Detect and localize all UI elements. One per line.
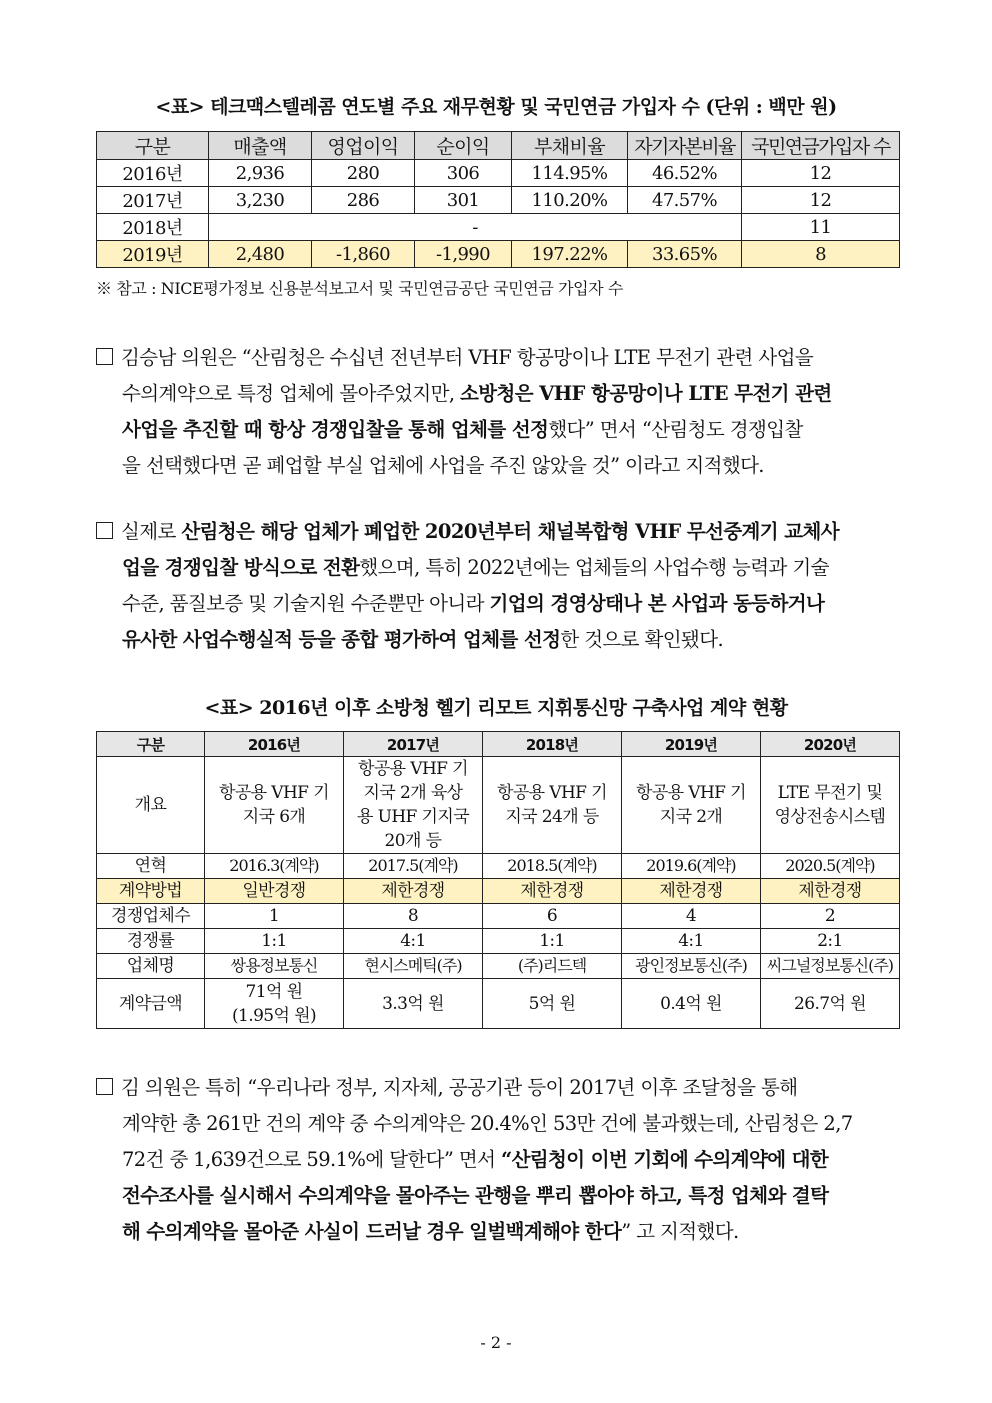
table-cell: 110.20% [512,187,628,214]
cell-line: LTE 무전기 및 [777,783,883,803]
row-label: 경쟁률 [97,929,205,954]
table-row-highlighted [97,241,900,268]
paragraph-text: 수준, 품질보증 및 기술지원 수준뿐만 아니라 [122,592,490,615]
cell-line: 항공용 VHF 기 [358,759,468,779]
row-label: 경쟁업체수 [97,904,205,929]
table-cell: 2016.3(계약) [205,854,344,879]
header-cell: 국민연금가입자 수 [742,132,900,160]
table-cell: 2020.5(계약) [761,854,900,879]
cell-line: 영상전송시스템 [774,807,886,827]
table-cell: 현시스메틱(주) [344,954,483,979]
table-cell: 12 [742,160,900,187]
table-cell: 2 [761,904,900,929]
row-label: 연혁 [97,854,205,879]
paragraph-1 [96,340,899,484]
table-cell: 6 [483,904,622,929]
table-cell [483,757,622,854]
header-cell: 부채비율 [512,132,628,160]
table-cell [205,757,344,854]
header-cell: 영업이익 [312,132,415,160]
paragraph-text: 72건 중 1,639건으로 59.1%에 달한다” 면서 [122,1148,501,1171]
table-row [97,214,900,241]
cell-line: 항공용 VHF 기 [636,783,746,803]
header-cell: 구분 [97,732,205,757]
table-row-overview [97,757,900,854]
paragraph-text: 했다” 면서 “산림청도 경쟁입찰 [548,418,803,441]
cell-line: 지국 24개 등 [505,807,599,827]
table-cell: 2019.6(계약) [622,854,761,879]
header-cell: 2016년 [205,732,344,757]
paragraph-bold-text: “산림청이 이번 기회에 수의계약에 대한 [500,1148,829,1171]
cell-line: 항공용 VHF 기 [497,783,607,803]
table-cell: 2,936 [209,160,312,187]
table-row [97,904,900,929]
table-row [97,854,900,879]
table-row [97,160,900,187]
table-cell: 2:1 [761,929,900,954]
table-cell: 26.7억 원 [761,979,900,1029]
table-cell: 제한경쟁 [344,879,483,904]
table-cell [761,757,900,854]
table-cell: 1:1 [483,929,622,954]
table-cell: 46.52% [628,160,742,187]
paragraph-2 [96,514,899,658]
table-cell: 0.4억 원 [622,979,761,1029]
paragraph-bold-text: 소방청은 VHF 항공망이나 LTE 무전기 관련 [460,382,832,405]
table-cell: 씨그널정보통신(주) [761,954,900,979]
row-label: 계약방법 [97,879,205,904]
paragraph-text: 한 것으로 확인됐다. [560,628,724,651]
table-cell: 제한경쟁 [622,879,761,904]
table1-source-note: ※ 참고 : NICE평가정보 신용분석보고서 및 국민연금공단 국민연금 가입자 수 [96,279,623,298]
table-cell [344,757,483,854]
header-cell: 2017년 [344,732,483,757]
cell-line: 71억 원 [245,981,303,1002]
table-cell: 1 [205,904,344,929]
table-cell: 광인정보통신(주) [622,954,761,979]
table-cell: 4:1 [622,929,761,954]
paragraph-text: 을 선택했다면 곧 폐업할 부실 업체에 사업을 주진 않았을 것” 이라고 지적했다. [122,454,764,477]
table-cell: 8 [742,241,900,268]
table-cell: 일반경쟁 [205,879,344,904]
paragraph-text: 수의계약으로 특정 업체에 몰아주었지만, [122,382,461,405]
row-label: 개요 [97,757,205,854]
header-cell: 자기자본비율 [628,132,742,160]
table-cell: 4:1 [344,929,483,954]
table-cell: 3.3억 원 [344,979,483,1029]
table-cell: 301 [415,187,512,214]
paragraph-text: 김승남 의원은 “산림청은 수십년 전년부터 VHF 항공망이나 LTE 무전기 관련 사업을 [121,346,814,369]
paragraph-3 [96,1070,899,1250]
table-row [97,954,900,979]
table-cell: 47.57% [628,187,742,214]
header-cell: 2020년 [761,732,900,757]
paragraph-bold-text: 산림청은 해당 업체가 폐업한 2020년부터 채널복합형 VHF 무선중계기 교체사 [181,520,839,543]
table-cell: 33.65% [628,241,742,268]
table-cell: 제한경쟁 [483,879,622,904]
table-cell: 114.95% [512,160,628,187]
table-cell-merged: - [209,214,742,241]
table-cell [622,757,761,854]
row-label: 계약금액 [97,979,205,1029]
table-header-row [97,732,900,757]
cell-line: (1.95억 원) [232,1005,316,1026]
contract-table [96,731,900,1029]
header-cell: 2019년 [622,732,761,757]
table-cell: 286 [312,187,415,214]
table-cell: 4 [622,904,761,929]
paragraph-bold-text: 전수조사를 실시해서 수의계약을 몰아주는 관행을 뿌리 뽑아야 하고, 특정 업체와 결탁 [122,1184,829,1207]
table-row-highlighted [97,879,900,904]
cell-line: 용 UHF 기지국 [356,807,470,827]
table-row-amount [97,979,900,1029]
table-cell: (주)리드텍 [483,954,622,979]
financial-table [96,131,900,268]
page-number: - 2 - [480,1333,512,1352]
table-cell: 2017년 [97,187,209,214]
table-cell: 11 [742,214,900,241]
table-cell: 2018.5(계약) [483,854,622,879]
header-cell: 2018년 [483,732,622,757]
paragraph-text: 김 의원은 특히 “우리나라 정부, 지자체, 공공기관 등이 2017년 이후 조달청을 통해 [121,1076,798,1099]
table-cell: 쌍용정보통신 [205,954,344,979]
table-cell [205,979,344,1029]
checkbox-bullet-icon [96,522,113,539]
table-cell: 1:1 [205,929,344,954]
paragraph-bold-text: 기업의 경영상태나 본 사업과 동등하거나 [489,592,825,615]
paragraph-bold-text: 업을 경쟁입찰 방식으로 전환 [122,556,360,579]
header-cell: 매출액 [209,132,312,160]
table-cell: 12 [742,187,900,214]
table-cell: 제한경쟁 [761,879,900,904]
paragraph-text: 실제로 [121,520,182,543]
paragraph-text: 계약한 총 261만 건의 계약 중 수의계약은 20.4%인 53만 건에 불과했는데, 산림청은 2,7 [122,1112,853,1135]
cell-line: 항공용 VHF 기 [219,783,329,803]
cell-line: 20개 등 [384,831,442,851]
table2-caption: <표> 2016년 이후 소방청 헬기 리모트 지휘통신망 구축사업 계약 현황 [204,697,788,719]
table-cell: 2,480 [209,241,312,268]
table-cell: 2019년 [97,241,209,268]
table-cell: 306 [415,160,512,187]
table-cell: 197.22% [512,241,628,268]
table-cell: -1,990 [415,241,512,268]
table-row [97,929,900,954]
paragraph-text: 했으며, 특히 2022년에는 업체들의 사업수행 능력과 기술 [359,556,829,579]
header-cell: 순이익 [415,132,512,160]
header-cell: 구분 [97,132,209,160]
paragraph-bold-text: 사업을 추진할 때 항상 경쟁입찰을 통해 업체를 선정 [122,418,549,441]
table-cell: 2016년 [97,160,209,187]
table-cell: 2017.5(계약) [344,854,483,879]
cell-line: 지국 2개 육상 [363,783,463,803]
table-cell: -1,860 [312,241,415,268]
table-cell: 5억 원 [483,979,622,1029]
checkbox-bullet-icon [96,1078,113,1095]
table-row [97,187,900,214]
row-label: 업체명 [97,954,205,979]
checkbox-bullet-icon [96,348,113,365]
cell-line: 지국 2개 [659,807,723,827]
table-header-row [97,132,900,160]
cell-line: 지국 6개 [242,807,306,827]
table1-caption: <표> 테크맥스텔레콤 연도별 주요 재무현황 및 국민연금 가입자 수 (단위 : 백만 원) [155,96,837,118]
paragraph-bold-text: 해 수의계약을 몰아준 사실이 드러날 경우 일벌백계해야 한다 [122,1220,622,1243]
paragraph-bold-text: 유사한 사업수행실적 등을 종합 평가하여 업체를 선정 [122,628,561,651]
table-cell: 8 [344,904,483,929]
paragraph-text: ” 고 지적했다. [621,1220,739,1243]
table-cell: 280 [312,160,415,187]
table-cell: 3,230 [209,187,312,214]
table-cell: 2018년 [97,214,209,241]
